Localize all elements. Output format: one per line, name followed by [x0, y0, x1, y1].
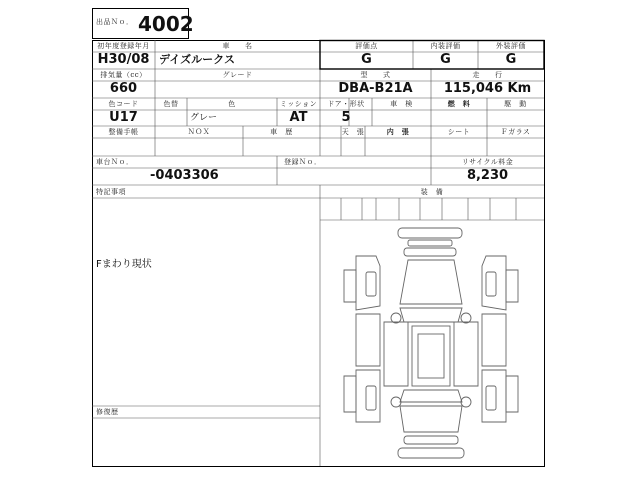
fuel-label: 燃 料 [447, 99, 471, 108]
headliner-label: 天 張 [341, 128, 365, 136]
seat-label: シート [447, 128, 471, 136]
color-code-label: 色コード [108, 100, 139, 108]
registration-number-label: 登録Ｎｏ． [284, 158, 322, 166]
door-shape-label: ドア・形状 [327, 100, 365, 108]
score-value: G [361, 52, 372, 67]
recycle-fee-label: リサイクル料金 [461, 158, 514, 166]
car-damage-diagram [336, 226, 526, 464]
mileage-label: 走 行 [472, 71, 503, 79]
first-registration-value: H30/08 [97, 52, 150, 67]
remarks-label: 特記事項 [96, 188, 126, 196]
repair-history-label: 修復歴 [96, 408, 119, 416]
displacement-label: 排気量（cc） [100, 71, 147, 79]
drive-label: 駆 動 [504, 100, 527, 108]
equipment-label: 装 備 [420, 188, 444, 196]
chassis-number-label: 車台Ｎｏ． [96, 158, 134, 166]
inspection-label: 車 検 [390, 100, 413, 108]
remarks-text: Fまわり現状 [96, 259, 152, 270]
recycle-fee-value: 8,230 [466, 168, 509, 183]
color-value: グレー [190, 113, 218, 123]
door-shape-value: 5 [341, 110, 351, 125]
exterior-grade-label: 外装評価 [496, 42, 526, 50]
nox-label: ＮＯＸ [187, 128, 211, 136]
displacement-value: 660 [109, 81, 138, 96]
chassis-number-value: -0403306 [150, 168, 219, 183]
interior-grade-value: G [440, 52, 451, 67]
lot-number: 4002 [138, 12, 194, 36]
interior-grade-label: 内装評価 [430, 42, 461, 50]
front-glass-label: Ｆガラス [500, 128, 531, 136]
color-code-value: U17 [109, 110, 138, 125]
car-history-label: 車 歴 [270, 128, 293, 136]
model-code-label: 型 式 [360, 71, 391, 79]
color-label: 色 [228, 100, 236, 108]
exterior-grade-value: G [505, 52, 517, 67]
first-registration-label: 初年度登録年月 [97, 42, 150, 50]
transmission-value: AT [289, 110, 308, 125]
lot-number-label: 出品Ｎｏ． [96, 18, 134, 26]
interior-lining-label: 内 張 [386, 127, 410, 136]
service-book-label: 整備手帳 [108, 128, 139, 136]
color-change-label: 色替 [163, 100, 179, 108]
mileage-value: 115,046 Km [443, 81, 532, 96]
score-label: 評価点 [355, 42, 378, 50]
car-name-label: 車 名 [222, 42, 253, 50]
grade-label: グレード [222, 71, 253, 79]
transmission-label: ミッション [279, 100, 318, 108]
car-name-value: デイズルークス [159, 53, 236, 66]
model-code-value: DBA-B21A [338, 81, 413, 96]
